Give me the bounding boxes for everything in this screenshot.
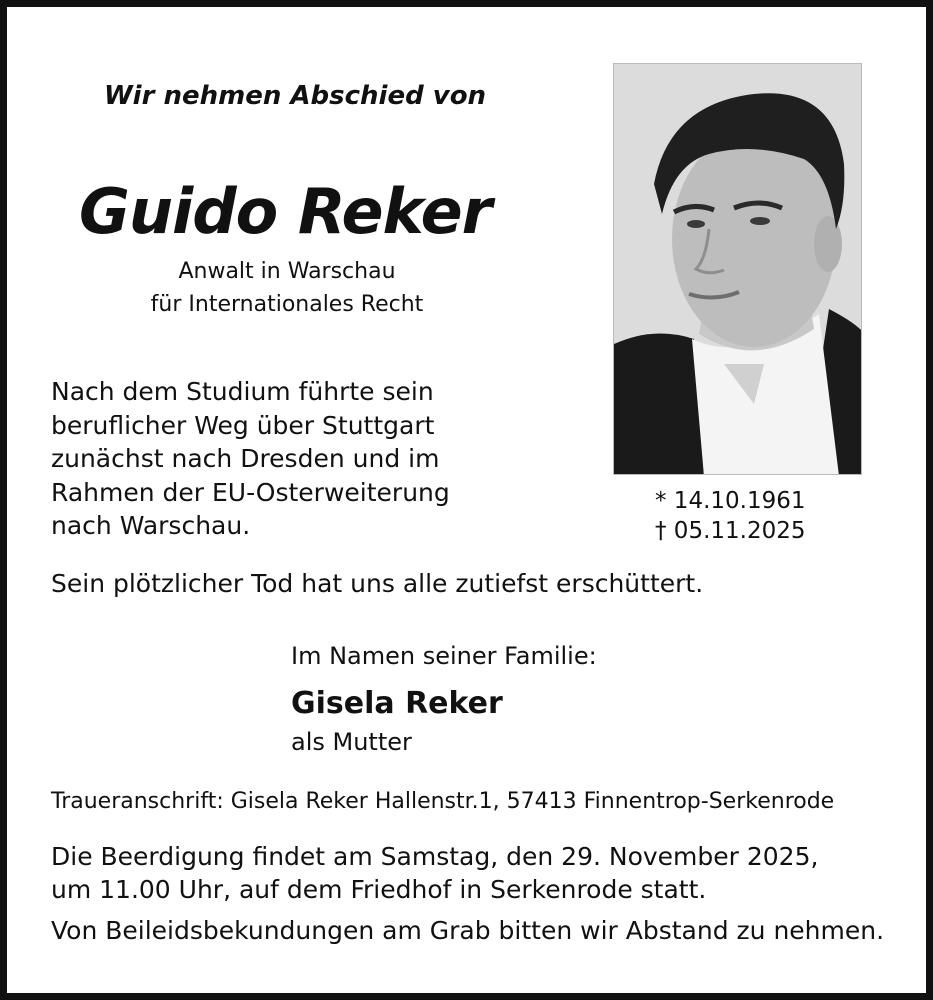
biography-line: nach Warschau.: [51, 511, 251, 540]
mourning-address: Traueranschrift: Gisela Reker Hallenstr.1, 57413 Finnentrop-Serkenrode: [51, 789, 835, 814]
funeral-line: um 11.00 Uhr, auf dem Friedhof in Serkenrode statt.: [51, 875, 707, 904]
profession-line-2: für Internationales Recht: [150, 292, 424, 317]
birth-date: * 14.10.1961: [655, 488, 806, 514]
funeral-details: [51, 840, 818, 906]
biography-line: beruflicher Weg über Stuttgart: [51, 410, 435, 440]
mourner-relation: als Mutter: [291, 728, 412, 756]
life-dates: [655, 486, 806, 546]
biography-line: zunächst nach Dresden und im: [51, 444, 440, 473]
biography-line: Rahmen der EU-Osterweiterung: [51, 477, 450, 507]
intro-heading: Wir nehmen Abschied von: [104, 81, 487, 111]
family-label: Im Namen seiner Familie:: [291, 642, 597, 670]
profession-line-1: Anwalt in Warschau: [178, 259, 396, 284]
biography-line: Nach dem Studium führte sein: [51, 377, 434, 406]
portrait-photo: [613, 63, 862, 475]
funeral-line: Die Beerdigung findet am Samstag, den 29. November 2025,: [51, 842, 819, 871]
condolence-note: Von Beileidsbekundungen am Grab bitten wir Abstand zu nehmen.: [51, 916, 885, 945]
shock-statement: Sein plötzlicher Tod hat uns alle zutiefst erschüttert.: [51, 569, 704, 598]
deceased-name: Guido Reker: [79, 175, 492, 248]
biography: [51, 375, 450, 543]
mourner-name: Gisela Reker: [291, 686, 503, 721]
death-date: † 05.11.2025: [655, 518, 806, 544]
